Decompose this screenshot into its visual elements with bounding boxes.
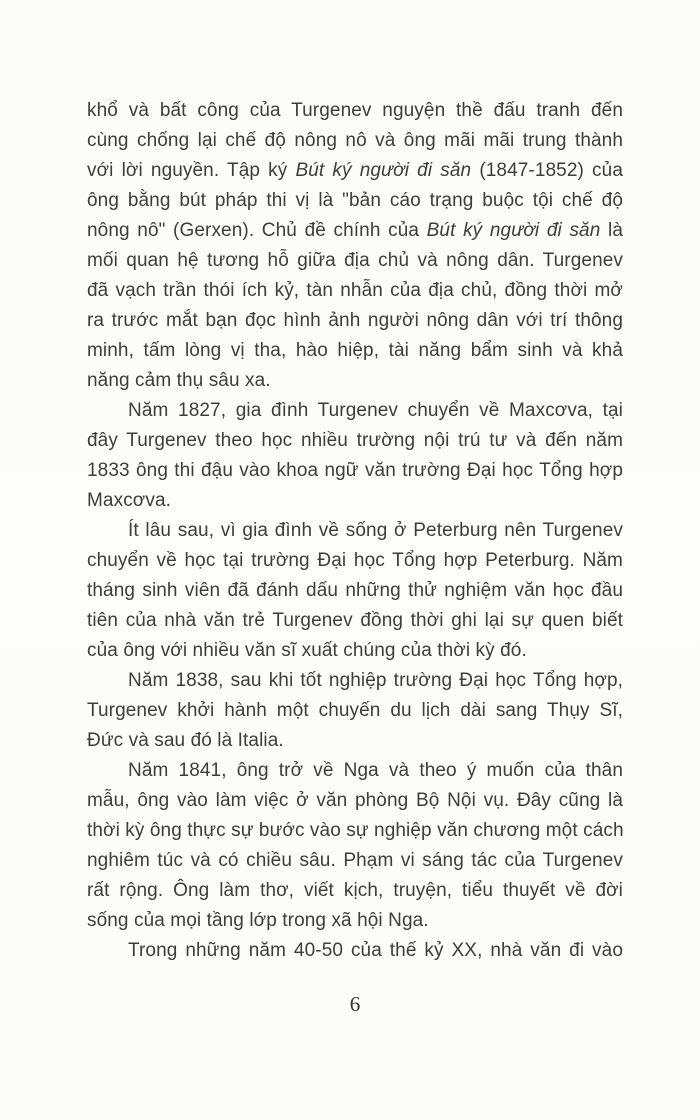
text-segment: mẫu, ông vào làm việc ở văn phòng Bộ Nội vụ. Đây cũng là xyxy=(87,790,623,811)
text-segment: khổ và bất công của Turgenev nguyện thề đấu tranh đến xyxy=(87,100,623,121)
text-segment: 1833 ông thi đậu vào khoa ngữ văn trường Đại học Tổng hợp xyxy=(87,460,623,481)
text-line xyxy=(87,366,623,396)
text-line xyxy=(87,546,623,576)
text-line xyxy=(87,876,623,906)
text-segment: với lời nguyền. Tập ký xyxy=(87,160,296,181)
text-segment: là xyxy=(600,220,623,241)
text-line xyxy=(87,696,623,726)
text-block xyxy=(87,96,623,966)
text-segment: Ít lâu sau, vì gia đình về sống ở Peterburg nên Turgenev xyxy=(128,520,623,541)
text-line xyxy=(87,726,623,756)
text-line xyxy=(87,816,623,846)
text-segment: (1847-1852) của xyxy=(471,160,623,181)
text-line xyxy=(87,126,623,156)
text-line xyxy=(87,426,623,456)
text-line xyxy=(87,666,623,696)
text-line xyxy=(87,96,623,126)
text-line xyxy=(87,516,623,546)
text-line xyxy=(87,756,623,786)
text-line xyxy=(87,846,623,876)
text-segment: Năm 1838, sau khi tốt nghiệp trường Đại học Tổng hợp, xyxy=(128,670,623,691)
text-segment: chuyển về học tại trường Đại học Tổng hợp Peterburg. Năm xyxy=(87,550,623,571)
text-segment: đã vạch trần thói ích kỷ, tàn nhẫn của địa chủ, đồng thời mở xyxy=(87,280,623,301)
text-line xyxy=(87,216,623,246)
text-segment: của ông với nhiều văn sĩ xuất chúng của thời kỳ đó. xyxy=(87,640,527,661)
page-number: 6 xyxy=(349,992,361,1016)
text-segment: mối quan hệ tương hỗ giữa địa chủ và nông dân. Turgenev xyxy=(87,250,623,271)
text-segment: thời kỳ ông thực sự bước vào sự nghiệp văn chương một cách xyxy=(87,820,624,841)
text-line xyxy=(87,306,623,336)
text-line xyxy=(87,906,623,936)
text-segment: Maxcơva. xyxy=(87,490,171,511)
book-title-italic: Bút ký người đi săn xyxy=(426,220,601,241)
text-segment: ra trước mắt bạn đọc hình ảnh người nông dân với trí thông xyxy=(87,310,623,331)
text-line xyxy=(87,606,623,636)
text-segment: tiên của nhà văn trẻ Turgenev đồng thời ghi lại sự quen biết xyxy=(87,610,623,631)
text-segment: năng cảm thụ sâu xa. xyxy=(87,370,271,391)
text-line xyxy=(87,636,623,666)
text-line xyxy=(87,396,623,426)
book-title-italic: Bút ký người đi săn xyxy=(295,160,472,181)
text-line xyxy=(87,576,623,606)
text-segment: Trong những năm 40-50 của thế kỷ XX, nhà văn đi vào xyxy=(128,940,623,961)
text-line xyxy=(87,186,623,216)
text-line xyxy=(87,156,623,186)
text-segment: Năm 1841, ông trở về Nga và theo ý muốn của thân xyxy=(128,760,623,781)
text-segment: rất rộng. Ông làm thơ, viết kịch, truyện, tiểu thuyết về đời xyxy=(87,880,623,901)
text-segment: sống của mọi tầng lớp trong xã hội Nga. xyxy=(87,910,429,931)
text-line xyxy=(87,336,623,366)
text-segment: Đức và sau đó là Italia. xyxy=(87,730,284,751)
text-segment: đây Turgenev theo học nhiều trường nội trú tư và đến năm xyxy=(87,430,623,451)
text-line xyxy=(87,486,623,516)
text-segment: Năm 1827, gia đình Turgenev chuyển về Maxcơva, tại xyxy=(128,400,623,421)
text-segment: Turgenev khởi hành một chuyến du lịch dài sang Thụy Sĩ, xyxy=(87,700,623,721)
text-line xyxy=(87,456,623,486)
text-line xyxy=(87,936,623,966)
text-segment: cùng chống lại chế độ nông nô và ông mãi mãi trung thành xyxy=(87,130,623,151)
text-segment: nông nô" (Gerxen). Chủ đề chính của xyxy=(87,220,427,241)
text-line xyxy=(87,786,623,816)
text-line xyxy=(87,246,623,276)
text-segment: nghiêm túc và có chiều sâu. Phạm vi sáng tác của Turgenev xyxy=(87,850,623,871)
text-segment: tháng sinh viên đã đánh dấu những thử nghiệm văn học đầu xyxy=(87,580,623,601)
text-segment: ông bằng bút pháp thi vị là "bản cáo trạng buộc tội chế độ xyxy=(87,190,623,211)
text-segment: minh, tấm lòng vị tha, hào hiệp, tài năng bẩm sinh và khả xyxy=(87,340,623,361)
text-line xyxy=(87,276,623,306)
